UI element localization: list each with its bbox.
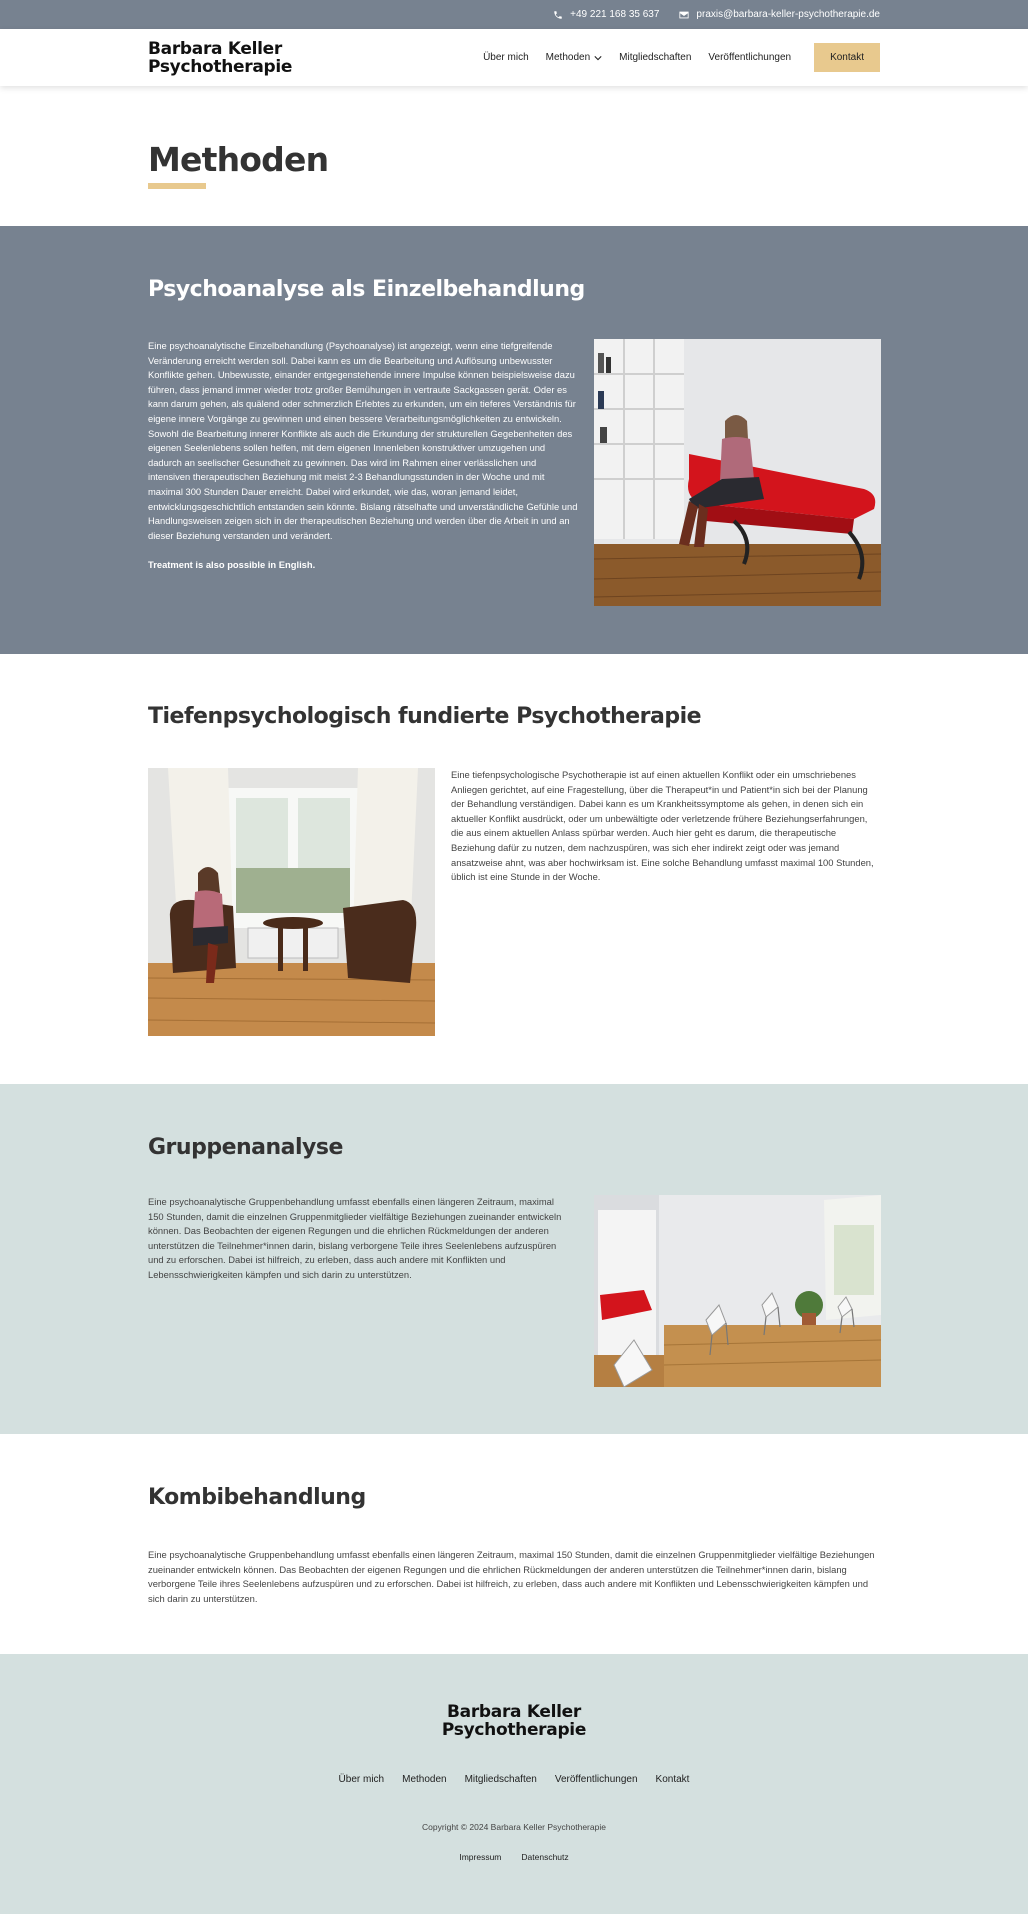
footer-nav-veroeffentlichungen[interactable]: Veröffentlichungen bbox=[554, 1774, 638, 1785]
kontakt-button[interactable]: Kontakt bbox=[814, 43, 880, 72]
section-text: Eine psychoanalytische Einzelbehandlung (Psychoanalyse) ist angezeigt, wenn eine tiefgreifende Veränderung erreicht werden soll. Dabei kann es um die Bearbeitung und Auflösung unbewusster Konflikte gehen. Unbewusste, einander entgegenstehende innere Impulse können beispielsweise dazu führen, dass jemand immer wieder trotz großer Bemühungen in vertraute Sackgassen gerät. Oder es kann darum gehen, als quälend oder schmerzlich Erlebtes zu erkunden, um ein tieferes Verständnis für eigene innere Vorgänge zu gewinnen und einen bessere Verarbeitungsmöglichkeiten zu entwickeln. Sowohl die Bearbeitung innerer Konflikte als auch die Erkundung der strukturellen Gegebenheiten des eigenen Seelenlebens sollen helfen, mit dem eigenen Innenleben konstruktiver umzugehen und dadurch an seelischer Gesundheit zu gewinnen. Das wird im Rahmen einer verlässlichen und intensiven therapeutischen Beziehung mit meist 2-3 Behandlungsstunden in der Woche und mit maximal 300 Stunden Dauer erreicht. Dabei wird erkundet, wie das, woran jemand leidet, entwicklungsgeschichtlich entstanden sein könnte. Bislang rätselhafte und unverständliche Gefühle und Handlungsweisen zeigen sich in der therapeutischen Beziehung und werden über die Arbeit in und an dieser Beziehung verstanden und verändert. bbox=[148, 340, 578, 541]
site-logo[interactable] bbox=[148, 40, 292, 76]
footer-nav-kontakt[interactable]: Kontakt bbox=[655, 1774, 690, 1785]
footer-nav bbox=[0, 1774, 1028, 1785]
phone-icon bbox=[553, 10, 563, 20]
english-note: Treatment is also possible in English. bbox=[148, 559, 316, 571]
page-title: Methoden bbox=[148, 140, 329, 179]
nav-item-mitgliedschaften[interactable] bbox=[619, 52, 691, 63]
footer-nav-mitgliedschaften[interactable]: Mitgliedschaften bbox=[464, 1774, 537, 1785]
footer-nav-methoden[interactable]: Methoden bbox=[402, 1774, 447, 1785]
therapy-room-armchairs-photo bbox=[148, 768, 435, 1036]
group-room-chairs-photo bbox=[594, 1195, 881, 1387]
legal-links bbox=[0, 1852, 1028, 1862]
title-underline bbox=[148, 183, 206, 189]
phone-number: +49 221 168 35 637 bbox=[570, 9, 660, 20]
section-text: Eine tiefenpsychologische Psychotherapie ist auf einen aktuellen Konflikt oder ein umschriebenes Anliegen gerichtet, auf eine Fragestellung, über die Therapeut*in und Patient*in sich bei der Planung der Behandlung verständigen. Dabei kann es um Krankheitssymptome als gehen, in denen sich ein aktueller Konflikt ausdrückt, oder um unbewältigte oder verletzende frühere Beziehungserfahrungen, die aus einem aktuellen Anlass spürbar werden. Auch hier geht es darum, die therapeutische Beziehung dafür zu nutzen, dem nachzuspüren, was sich eher indirekt zeigt oder was jemand ansatzweise ahnt, was aber hochwirksam ist. Eine solche Behandlung umfasst maximal 100 Stunden, üblich ist eine Stunde in der Woche. bbox=[451, 769, 874, 883]
email-address: praxis@barbara-keller-psychotherapie.de bbox=[696, 9, 880, 20]
section-text-block bbox=[148, 339, 578, 573]
site-footer bbox=[0, 1654, 1028, 1914]
logo-line-2: Psychotherapie bbox=[148, 56, 293, 77]
therapist-on-couch-photo bbox=[594, 339, 881, 606]
main-nav bbox=[483, 43, 880, 72]
nav-item-label: Über mich bbox=[483, 52, 529, 63]
logo-line-1: Barbara Keller bbox=[447, 1702, 581, 1722]
nav-item-ueber-mich[interactable] bbox=[483, 52, 529, 63]
section-gruppenanalyse bbox=[0, 1084, 1028, 1434]
section-title: Kombibehandlung bbox=[148, 1485, 366, 1510]
email-link[interactable] bbox=[679, 9, 880, 20]
nav-item-label: Methoden bbox=[545, 52, 591, 63]
section-title: Gruppenanalyse bbox=[148, 1135, 343, 1160]
section-text: Eine psychoanalytische Gruppenbehandlung umfasst ebenfalls einen längeren Zeitraum, maximal 150 Stunden, damit die einzelnen Gruppenmitglieder vielfältige Beziehungen zueinander entwickeln können. Das Beobachten der eigenen Regungen und die ehrlichen Rückmeldungen der anderen unterstützen die Teilnehmer*innen darin, bislang verborgene Teile ihres Seelenlebens aufzuspüren und zu erforschen. Dabei ist hilfreich, zu erleben, dass auch andere mit Konflikten und Lebensschwierigkeiten kämpfen und sich darin zu unterstützen. bbox=[148, 1196, 562, 1280]
site-header bbox=[0, 29, 1028, 86]
nav-item-veroeffentlichungen[interactable] bbox=[708, 52, 791, 63]
logo-line-1: Barbara Keller bbox=[148, 38, 282, 59]
copyright-text: Copyright © 2024 Barbara Keller Psychotherapie bbox=[422, 1822, 606, 1832]
envelope-icon bbox=[679, 10, 689, 20]
phone-link[interactable] bbox=[553, 9, 659, 20]
top-contact-bar bbox=[0, 0, 1028, 29]
nav-item-label: Mitgliedschaften bbox=[619, 52, 692, 63]
section-title: Psychoanalyse als Einzelbehandlung bbox=[148, 277, 585, 302]
datenschutz-link[interactable]: Datenschutz bbox=[521, 1852, 569, 1862]
section-title: Tiefenpsychologisch fundierte Psychotherapie bbox=[148, 704, 702, 729]
section-text: Eine psychoanalytische Gruppenbehandlung umfasst ebenfalls einen längeren Zeitraum, maximal 150 Stunden, damit die einzelnen Gruppenmitglieder vielfältige Beziehungen zueinander entwickeln können. Das Beobachten der eigenen Regungen und die ehrlichen Rückmeldungen der anderen unterstützen die Teilnehmer*innen darin, bislang verborgene Teile ihres Seelenlebens aufzuspüren und zu erforschen. Dabei ist hilfreich, zu erleben, dass auch andere mit Konflikten und Lebensschwierigkeiten kämpfen und sich darin zu unterstützen. bbox=[148, 1549, 875, 1604]
section-psychoanalyse bbox=[0, 226, 1028, 654]
section-kombibehandlung bbox=[0, 1434, 1028, 1654]
footer-logo[interactable] bbox=[0, 1654, 1028, 1739]
chevron-down-icon bbox=[594, 54, 602, 62]
nav-item-label: Veröffentlichungen bbox=[708, 52, 792, 63]
nav-item-methoden[interactable] bbox=[546, 52, 602, 63]
page-hero bbox=[0, 86, 1028, 226]
footer-nav-ueber-mich[interactable]: Über mich bbox=[338, 1774, 385, 1785]
impressum-link[interactable]: Impressum bbox=[459, 1852, 502, 1862]
logo-line-2: Psychotherapie bbox=[441, 1720, 587, 1740]
section-tiefenpsychologie bbox=[0, 654, 1028, 1084]
